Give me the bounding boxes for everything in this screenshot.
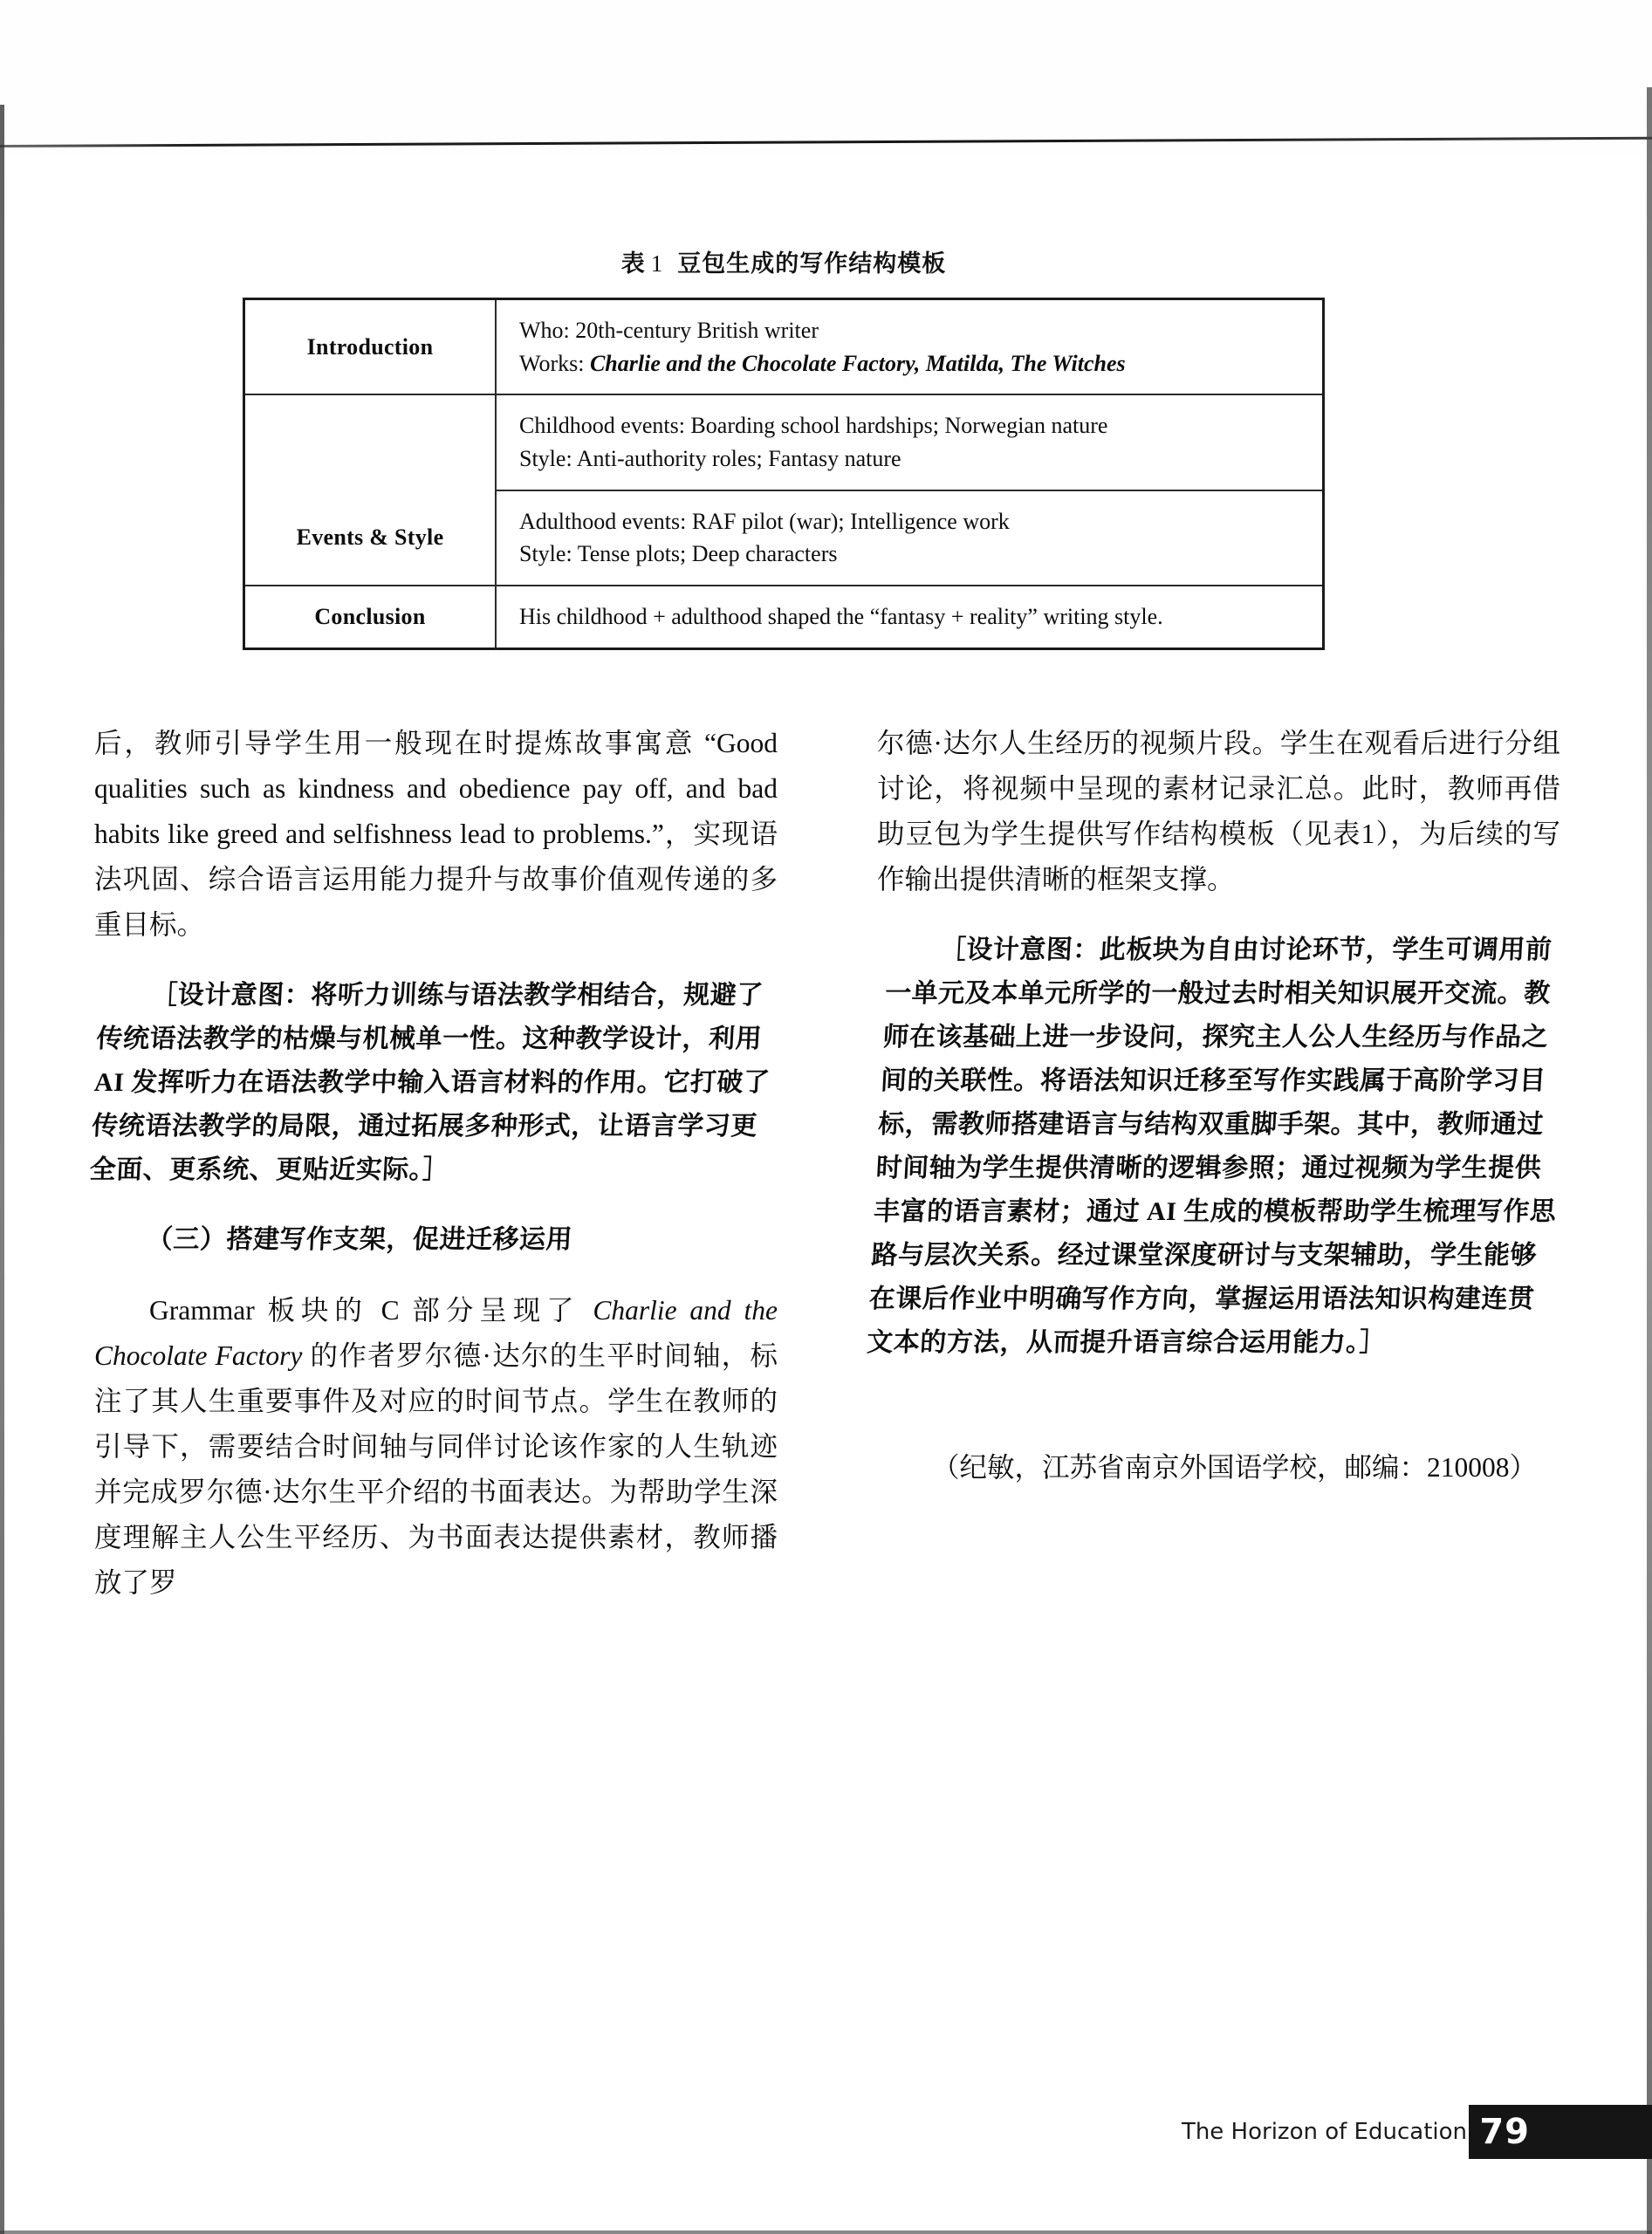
table-caption <box>243 244 1325 278</box>
table-row-content <box>496 490 1324 586</box>
table-cell-line: His childhood + adulthood shaped the “fantasy + reality” writing style. <box>519 604 1163 630</box>
scan-top-margin <box>0 0 1652 154</box>
table-row <box>244 490 1324 586</box>
byline-spacer <box>877 1391 1560 1445</box>
table-cell-line: Adulthood events: RAF pilot (war); Intelligence work <box>519 508 1010 534</box>
table-cell-line: Style: Anti-authority roles; Fantasy nature <box>519 446 901 472</box>
table-row-content <box>496 299 1324 395</box>
table-row-label-events <box>244 394 497 490</box>
scan-edge-artifact-right <box>1647 87 1652 2234</box>
left-paragraph-2 <box>94 1288 778 1606</box>
body-columns <box>88 721 1560 1646</box>
grammar-section-text-part1: Grammar 板块的 C 部分呈现了 <box>149 1295 593 1326</box>
table-cell-line <box>519 347 1306 380</box>
left-design-intent-block: ［设计意图：将听力训练与语法教学相结合，规避了传统语法教学的枯燥与机械单一性。这种教学设计，利用 AI 发挥听力在语法教学中输入语言材料的作用。它打破了传统语法教学的局限，通过拓展多种形式，让语言学习更全面、更系统、更贴近实际。］ <box>88 981 771 1184</box>
works-titles: Charlie and the Chocolate Factory, Matilda, The Witches <box>589 350 1126 376</box>
right-column <box>866 721 1560 1490</box>
table-cell-line: Who: 20th-century British writer <box>519 318 819 343</box>
table-row-label: Events & Style <box>244 490 497 586</box>
page-number: 79 <box>1479 2112 1530 2152</box>
journal-name: The Horizon of Education <box>1181 2119 1467 2145</box>
section-heading: （三）搭建写作支架，促进迁移运用 <box>146 1225 573 1254</box>
table-row-content <box>496 586 1324 648</box>
left-paragraph-1: 后，教师引导学生用一般现在时提炼故事寓意 “Good qualities such as kindness and obedience pay off, and bad habits like greed and selfishness lead to problems.”，实现语法巩固、综合语言运用能力提升与故事价值观传递的多重目标。 <box>94 728 778 940</box>
author-byline: （纪敏，江苏省南京外国语学校，邮编：210008） <box>932 1452 1538 1483</box>
right-paragraph-1: 尔德·达尔人生经历的视频片段。学生在观看后进行分组讨论，将视频中呈现的素材记录汇总。此时，教师再借助豆包为学生提供写作结构模板（见表1），为后续的写作输出提供清晰的框架支撑。 <box>877 728 1560 894</box>
left-column <box>88 721 778 1606</box>
table-row-label: Conclusion <box>244 586 497 648</box>
scan-edge-artifact-bottom <box>0 2231 1652 2234</box>
page-footer <box>0 2105 1652 2162</box>
book-title-italic: Charlie and the Chocolate Factory <box>94 1295 778 1371</box>
table-row-content <box>496 394 1324 490</box>
table-cell-line: Style: Tense plots; Deep characters <box>519 541 838 567</box>
table-row <box>244 586 1324 648</box>
table-cell-line: Childhood events: Boarding school hardships; Norwegian nature <box>519 413 1108 439</box>
table-block <box>243 244 1325 650</box>
works-prefix: Works: <box>519 350 590 376</box>
table-row-label: Introduction <box>244 299 497 395</box>
table-caption-number: 1 <box>650 250 664 277</box>
table-caption-prefix: 表 <box>620 250 646 278</box>
table-row <box>244 299 1324 395</box>
table-caption-text: 豆包生成的写作结构模板 <box>677 250 947 278</box>
table-row <box>244 394 1324 490</box>
writing-structure-table <box>243 298 1325 650</box>
grammar-section-text-part2: 的作者罗尔德·达尔的生平时间轴，标注了其人生重要事件及对应的时间节点。学生在教师的引导下，需要结合时间轴与同伴讨论该作家的人生轨迹并完成罗尔德·达尔生平介绍的书面表达。为帮助学生深度理解主人公生平经历、为书面表达提供素材，教师播放了罗 <box>94 1340 778 1598</box>
scan-edge-artifact-left <box>0 105 4 2234</box>
right-design-intent-block: ［设计意图：此板块为自由讨论环节，学生可调用前一单元及本单元所学的一般过去时相关知识展开交流。教师在该基础上进一步设问，探究主人公人生经历与作品之间的关联性。将语法知识迁移至写作实践属于高阶学习目标，需教师搭建语言与结构双重脚手架。其中，教师通过时间轴为学生提供清晰的逻辑参照；通过视频为学生提供丰富的语言素材；通过 AI 生成的模板帮助学生梳理写作思路与层次关系。经过课堂深度研讨与支架辅助，学生能够在课后作业中明确写作方向，掌握运用语法知识构建连贯文本的方法，从而提升语言综合运用能力。］ <box>866 935 1558 1357</box>
